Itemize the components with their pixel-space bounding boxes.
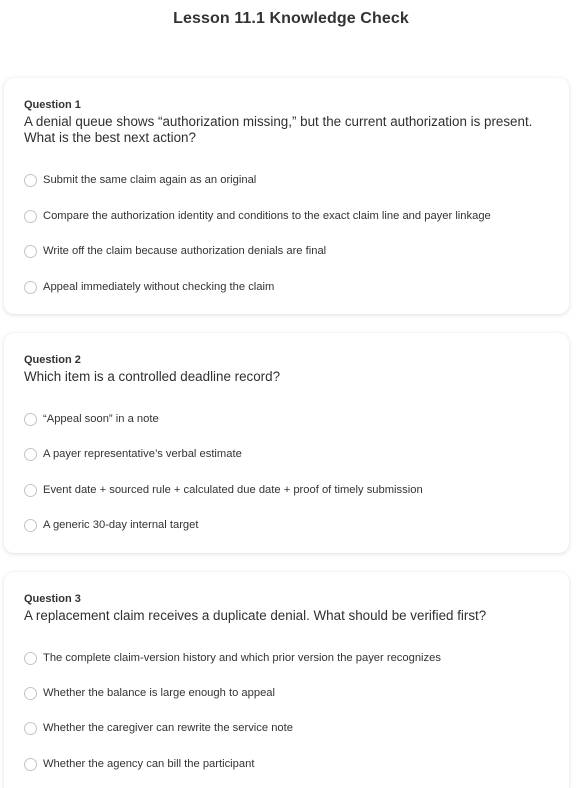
question-number: Question 2	[24, 354, 81, 366]
answer-option[interactable]	[24, 516, 198, 534]
answer-option[interactable]	[24, 171, 256, 189]
question-card-3	[4, 572, 569, 788]
radio-button[interactable]	[24, 687, 37, 700]
radio-button[interactable]	[24, 448, 37, 461]
answer-option-label: Event date + sourced rule + calculated due date + proof of timely submission	[43, 484, 423, 496]
question-number: Question 3	[24, 593, 81, 605]
radio-button[interactable]	[24, 484, 37, 497]
answer-option[interactable]	[24, 481, 423, 499]
answer-option-label: Appeal immediately without checking the claim	[43, 281, 275, 293]
answer-option[interactable]	[24, 649, 441, 667]
question-card-2	[4, 333, 569, 553]
radio-button[interactable]	[24, 413, 37, 426]
answer-option-label: The complete claim-version history and which prior version the payer recognizes	[43, 652, 441, 664]
question-text: Which item is a controlled deadline record?	[24, 369, 281, 384]
answer-option-label: Write off the claim because authorization denials are final	[43, 245, 327, 257]
answer-option-label: A generic 30-day internal target	[43, 519, 199, 531]
radio-button[interactable]	[24, 722, 37, 735]
radio-button[interactable]	[24, 245, 37, 258]
radio-button[interactable]	[24, 519, 37, 532]
answer-option[interactable]	[24, 719, 293, 737]
question-number: Question 1	[24, 99, 81, 111]
question-card-1	[4, 78, 569, 314]
answer-option-label: Compare the authorization identity and conditions to the exact claim line and payer linkage	[43, 210, 491, 222]
answer-option[interactable]	[24, 755, 254, 773]
answer-option[interactable]	[24, 242, 326, 260]
answer-option[interactable]	[24, 410, 159, 428]
radio-button[interactable]	[24, 281, 37, 294]
radio-button[interactable]	[24, 758, 37, 771]
answer-option-label: Whether the agency can bill the participant	[43, 758, 255, 770]
answer-option-label: A payer representative’s verbal estimate	[43, 448, 242, 460]
question-text: A denial queue shows “authorization missing,” but the current authorization is present. What is the best next action?	[24, 114, 533, 145]
page-title: Lesson 11.1 Knowledge Check	[173, 10, 409, 27]
radio-button[interactable]	[24, 174, 37, 187]
answer-option[interactable]	[24, 207, 491, 225]
question-text: A replacement claim receives a duplicate denial. What should be verified first?	[24, 608, 487, 623]
answer-option[interactable]	[24, 684, 275, 702]
radio-button[interactable]	[24, 210, 37, 223]
answer-option-label: Submit the same claim again as an original	[43, 174, 257, 186]
answer-option-label: Whether the caregiver can rewrite the service note	[43, 722, 293, 734]
answer-option[interactable]	[24, 278, 274, 296]
answer-option-label: Whether the balance is large enough to appeal	[43, 687, 275, 699]
answer-option-label: “Appeal soon” in a note	[43, 413, 159, 425]
answer-option[interactable]	[24, 445, 242, 463]
radio-button[interactable]	[24, 652, 37, 665]
